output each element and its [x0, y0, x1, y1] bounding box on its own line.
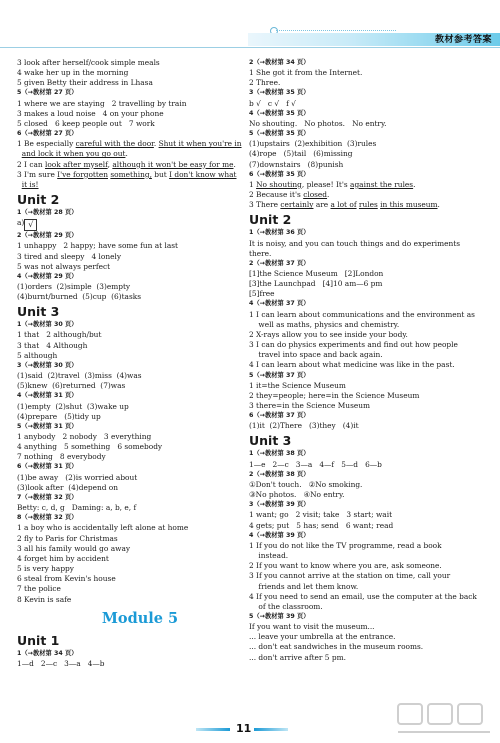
answer-line: It is noisy, and you can touch things and do experiments [249, 238, 461, 248]
answer-line: 8 Kevin is safe [17, 594, 72, 604]
answer-line: 3 makes a loud noise 4 on your phone [17, 108, 164, 118]
answer-line: 1 a boy who is accidentally left alone at home [17, 523, 189, 533]
answer-label: a) [17, 218, 25, 228]
answer-line: 3 look after herself/cook simple meals [17, 58, 160, 67]
answer-line: 1 I can learn about communications and the environment as [249, 309, 475, 319]
answer-line [17, 218, 245, 231]
exercise-reference: 2（→教材第 38 页） [249, 470, 310, 478]
exercise-reference: 6（→教材第 35 页） [249, 170, 310, 178]
answer-line: 1 If you do not like the TV programme, read a book [249, 540, 442, 550]
exercise-reference: 7（→教材第 32 页） [17, 493, 78, 501]
exercise-reference: 6（→教材第 27 页） [17, 130, 78, 138]
answer-line: (4)rope (5)tail (6)missing [249, 149, 353, 159]
answer-line: 3 I can do physics experiments and find out how people [249, 340, 458, 350]
answer-line: (1)said (2)travel (3)miss (4)was [17, 371, 142, 381]
header-title: 教材参考答案 [434, 35, 492, 45]
answer-line: [1]the Science Museum [2]London [249, 268, 384, 278]
answer-line: travel into space and back again. [249, 350, 383, 360]
answer-line: 1 No shouting, please! It's against the rules. [249, 179, 416, 189]
answer-line: (1)it (2)There (3)they (4)it [249, 421, 359, 431]
answer-line: ... don't eat sandwiches in the museum rooms. [249, 642, 424, 652]
footer-bar-left [196, 728, 230, 731]
answer-line: 2 Three. [249, 78, 281, 88]
exercise-reference: 5（→教材第 39 页） [249, 612, 310, 620]
answer-line: [5]free [249, 289, 275, 299]
answer-line: (1)upstairs (2)exhibition (3)rules [249, 139, 377, 149]
answer-line: 7 nothing 8 everybody [17, 452, 106, 462]
footer-bar-right [254, 728, 288, 731]
answer-line: 1 where we are staying 2 travelling by train [17, 98, 187, 108]
answer-line: 3 that 4 Although [17, 340, 88, 350]
answer-line: 2 they=people; here=in the Science Museum [249, 390, 420, 400]
answer-line: and lock it when you go out. [21, 149, 128, 159]
answer-line: ①Don't touch. ②No smoking. [249, 479, 363, 489]
unit-heading: Unit 3 [17, 304, 60, 320]
answer-line: 3 all his family would go away [17, 543, 131, 553]
page-number: 11 [236, 722, 252, 735]
exercise-reference: 5（→教材第 27 页） [17, 89, 78, 97]
answer-line: 2 I can look after myself, although it won't be easy for me. [17, 159, 236, 169]
answer-line: 5 given Betty their address in Lhasa [17, 78, 153, 88]
answer-line: (5)knew (6)returned (7)was [17, 381, 126, 391]
answer-line: 1 anybody 2 nobody 3 everything [17, 432, 152, 441]
answer-line: (3)look after (4)depend on [17, 482, 119, 492]
answer-line: 5 was not always perfect [17, 261, 111, 271]
page-header [0, 0, 500, 52]
module-heading: Module 5 [101, 609, 179, 627]
answer-line: 1 it=the Science Museum [249, 380, 346, 390]
exercise-reference: 1（→教材第 28 页） [17, 209, 78, 217]
left-column [17, 58, 245, 669]
answer-line: ... don't arrive after 5 pm. [249, 652, 346, 662]
answer-line: (1)orders (2)simple (3)empty [17, 281, 131, 291]
answer-line: 2 X-rays allow you to see inside your body. [249, 329, 408, 339]
answer-line: there. [249, 248, 272, 258]
answer-line: (4)burnt/burned (5)cup (6)tasks [17, 292, 142, 302]
exercise-reference: 3（→教材第 35 页） [249, 89, 310, 97]
exercise-reference: 2（→教材第 29 页） [17, 232, 78, 240]
answer-line: ③No photos. ④No entry. [249, 490, 345, 500]
answer-line: b √ c √ f √ [249, 98, 296, 108]
exercise-reference: 1（→教材第 38 页） [249, 450, 310, 458]
answer-line: friends and let them know. [249, 581, 359, 591]
watermark-logo [394, 700, 494, 740]
answer-line: 7 the police [17, 584, 61, 594]
exercise-reference: 1（→教材第 36 页） [249, 229, 310, 237]
exercise-reference: 8（→教材第 32 页） [17, 514, 78, 522]
answer-line: No shouting. No photos. No entry. [249, 118, 387, 128]
answer-line: 1—e 2—c 3—a 4—f 5—d 6—b [249, 459, 382, 469]
answer-line: 4 I can learn about what medicine was like in the past. [249, 360, 455, 370]
answer-line: 3 there=in the Science Museum [249, 401, 371, 410]
answer-line: 1 want; go 2 visit; take 3 start; wait [249, 510, 393, 520]
answer-line: 5 closed 6 keep people out 7 work [17, 118, 155, 128]
answer-line: Betty: c, d, g Daming: a, b, e, f [17, 503, 137, 513]
answer-line: ... leave your umbrella at the entrance. [249, 632, 396, 642]
answer-line: If you want to visit the museum... [249, 622, 375, 632]
answer-line: (1)be away (2)is worried about [17, 472, 138, 482]
answer-line: 3 I'm sure I've forgotten something, but I don't know what [17, 169, 237, 179]
answer-line: 4 gets; put 5 has; send 6 want; read [249, 520, 394, 530]
exercise-reference: 1（→教材第 34 页） [17, 649, 78, 657]
answer-line: 3 If you cannot arrive at the station on time, call your [249, 571, 451, 581]
unit-heading: Unit 2 [17, 192, 60, 208]
right-column [249, 58, 489, 663]
answer-line: (4)prepare (5)tidy up [17, 411, 101, 421]
answer-line: instead. [249, 551, 289, 561]
exercise-reference: 4（→教材第 31 页） [17, 392, 78, 400]
answer-line: 4 wake her up in the morning [17, 68, 129, 78]
answer-line: 1 She got it from the Internet. [249, 68, 363, 78]
answer-line: 4 forget him by accident [17, 553, 109, 563]
exercise-reference: 4（→教材第 39 页） [249, 531, 310, 539]
answer-line: 3 tired and sleepy 4 lonely [17, 251, 122, 261]
exercise-reference: 2（→教材第 34 页） [249, 59, 310, 66]
exercise-reference: 3（→教材第 39 页） [249, 501, 310, 509]
answer-line: 2 If you want to know where you are, ask someone. [249, 561, 442, 571]
answer-line: 4 If you need to send an email, use the computer at the back [249, 591, 477, 601]
answer-line: it is! [21, 179, 39, 189]
answer-line: 6 steal from Kevin's house [17, 574, 116, 584]
answer-line: 5 is very happy [17, 564, 74, 574]
answer-line: (7)downstairs (8)punish [249, 159, 344, 169]
exercise-reference: 4（→教材第 35 页） [249, 109, 310, 117]
answer-line: 2 Because it's closed. [249, 190, 330, 200]
exercise-reference: 4（→教材第 37 页） [249, 300, 310, 308]
answer-line: 1—d 2—c 3—a 4—b [17, 658, 105, 668]
exercise-reference: 5（→教材第 31 页） [17, 422, 78, 430]
answer-line: 1 Be especially careful with the door. Shut it when you're in [17, 139, 242, 149]
exercise-reference: 6（→教材第 37 页） [249, 412, 310, 420]
unit-heading: Unit 2 [249, 212, 292, 228]
exercise-reference: 2（→教材第 37 页） [249, 259, 310, 267]
exercise-reference: 6（→教材第 31 页） [17, 463, 78, 471]
answer-line: well as maths, physics and chemistry. [249, 319, 400, 329]
exercise-reference: 5（→教材第 35 页） [249, 130, 310, 138]
exercise-reference: 4（→教材第 29 页） [17, 272, 78, 280]
exercise-reference: 3（→教材第 30 页） [17, 361, 78, 369]
unit-heading: Unit 1 [17, 632, 60, 648]
answer-line: [3]the Launchpad [4]10 am—6 pm [249, 279, 383, 289]
exercise-reference: 1（→教材第 30 页） [17, 321, 78, 329]
answer-line: 4 anything 5 something 6 somebody [17, 442, 163, 452]
exercise-reference: 5（→教材第 37 页） [249, 371, 310, 379]
unit-heading: Unit 3 [249, 433, 292, 449]
answer-line: 3 There certainly are a lot of rules in this museum. [249, 200, 440, 210]
header-dotted-line [276, 30, 396, 32]
answer-line: 1 that 2 although/but [17, 330, 102, 340]
answer-line: 2 fly to Paris for Christmas [17, 533, 118, 543]
answer-line: 1 unhappy 2 happy; have some fun at last [17, 241, 179, 251]
answer-line: of the classroom. [249, 601, 323, 611]
checkbox-mark: √ [24, 219, 37, 231]
answer-line: 5 although [17, 350, 58, 360]
header-rule [0, 47, 500, 48]
answer-line: (1)empty (2)shut (3)wake up [17, 401, 129, 411]
